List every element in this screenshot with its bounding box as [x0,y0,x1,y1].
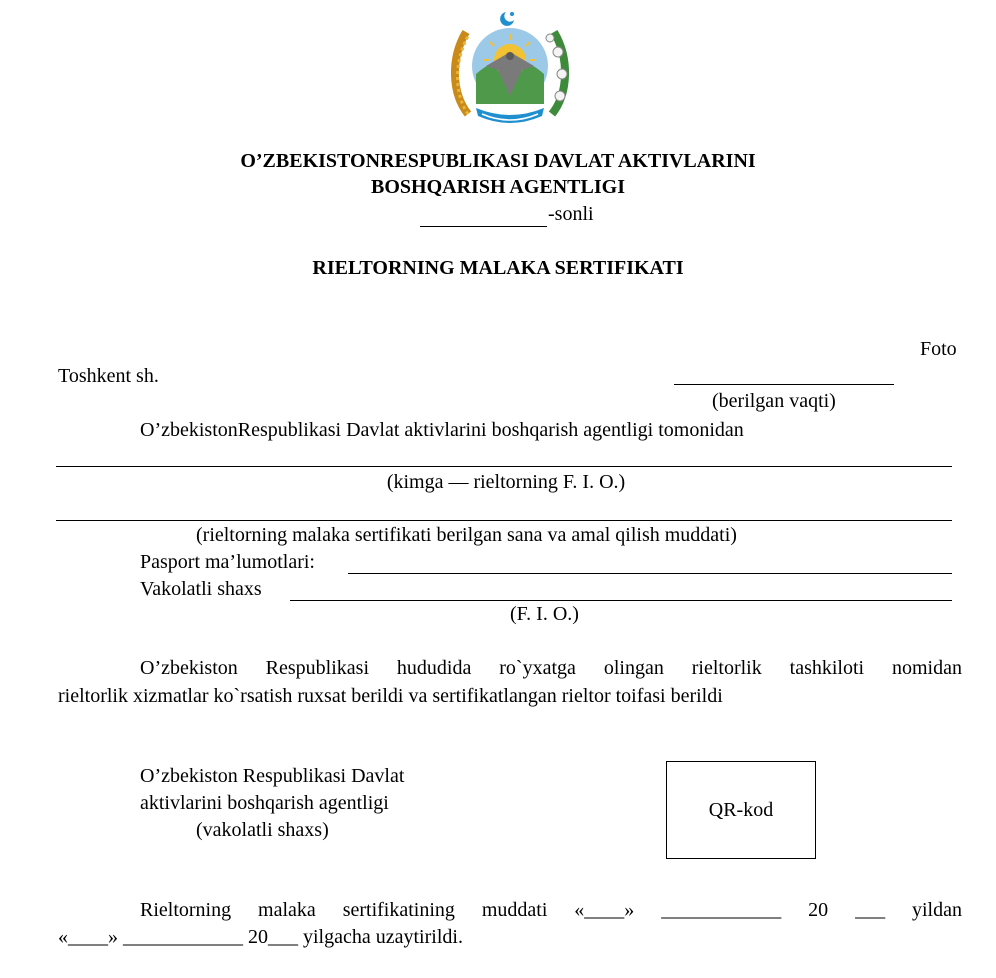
validity-line [56,520,952,521]
validity-caption: (rieltorning malaka sertifikati berilgan sana va amal qilish muddati) [196,524,737,546]
number-suffix: -sonli [548,203,594,225]
agency-name-line1: O’ZBEKISTONRESPUBLIKASI DAVLAT AKTIVLARINI [240,150,756,172]
issued-time-caption: (berilgan vaqti) [712,390,836,412]
passport-line [348,573,952,574]
state-emblem-seal [446,4,574,132]
permission-text-line1: O’zbekiston Respublikasi hududida ro`yxatga olingan rieltorlik tashkiloti nomidan [140,657,962,679]
photo-label: Foto [920,338,957,360]
city-label: Toshkent sh. [58,365,159,387]
authorized-person-label: Vakolatli shaxs [140,578,262,600]
issuer-line: O’zbekistonRespublikasi Davlat aktivlarini boshqarish agentligi tomonidan [140,419,744,441]
signature-block-line2: aktivlarini boshqarish agentligi [140,792,389,814]
fio-caption: (F. I. O.) [510,603,579,625]
qr-code-label: QR-kod [708,798,774,821]
authorized-person-line [290,600,952,601]
qr-code-box [666,761,816,859]
signature-block-line3: (vakolatli shaxs) [196,819,329,841]
recipient-caption: (kimga — rieltorning F. I. O.) [386,471,626,493]
agency-name-line2: BOSHQARISH AGENTLIGI [371,176,625,198]
passport-label: Pasport ma’lumotlari: [140,551,315,573]
recipient-line [56,466,952,467]
issued-time-line [674,384,894,385]
number-blank-line [420,226,547,227]
permission-text-line2: rieltorlik xizmatlar ko`rsatish ruxsat berildi va sertifikatlangan rieltor toifasi berildi [58,685,723,707]
extension-text-line2: «____» ____________ 20___ yilgacha uzaytirildi. [58,926,463,948]
document-title: RIELTORNING MALAKA SERTIFIKATI [312,257,684,279]
extension-text-line1: Rieltorning malaka sertifikatining muddati «____» ____________ 20 ___ yildan [140,899,962,921]
signature-block-line1: O’zbekiston Respublikasi Davlat [140,765,405,787]
